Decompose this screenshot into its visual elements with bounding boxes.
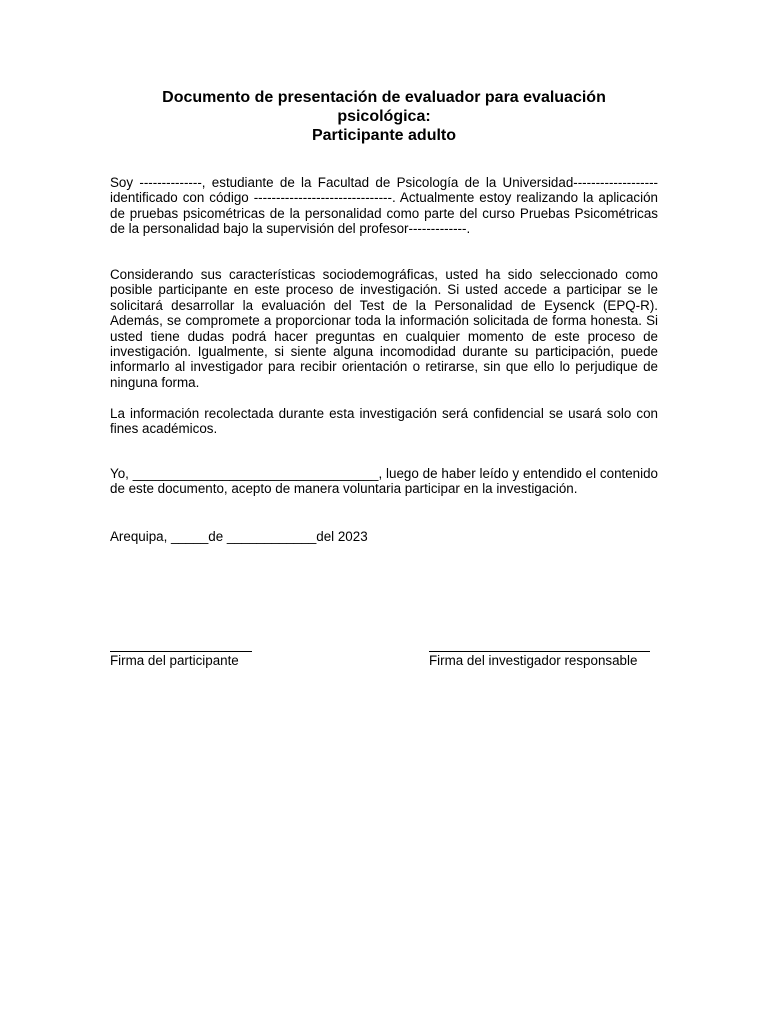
investigator-signature-label: Firma del investigador responsable <box>429 653 638 668</box>
participant-signature-line <box>110 651 252 652</box>
date-line: Arequipa, _____de ____________del 2023 <box>110 529 368 544</box>
title-line-3: Participante adulto <box>311 127 457 144</box>
participant-signature-label: Firma del participante <box>110 653 239 668</box>
investigator-signature-line <box>429 651 650 652</box>
intro-paragraph: Soy --------------, estudiante de la Facultad de Psicología de la Universidad------------------- identificado con código -------------------------------. Actualmente estoy realizando la aplicación de pruebas psicométricas de la personalidad como parte del curso Pruebas Psicométricas de la personalidad bajo la supervisión del profesor-------------. <box>110 175 658 237</box>
title-line-1: Documento de presentación de evaluador para evaluación <box>162 89 606 106</box>
confidentiality-paragraph: La información recolectada durante esta investigación será confidencial se usará solo con fines académicos. <box>110 406 658 437</box>
selection-paragraph: Considerando sus características sociodemográficas, usted ha sido seleccionado como posible participante en este proceso de investigación. Si usted accede a participar se le solicitará desarrollar la evaluación del Test de la Personalidad de Eysenck (EPQ-R). Además, se compromete a proporcionar toda la información solicitada de forma honesta. Si usted tiene dudas podrá hacer preguntas en cualquier momento de este proceso de investigación. Igualmente, si siente alguna incomodidad durante su participación, puede informarlo al investigador para recibir orientación o retirarse, sin que ello lo perjudique de ninguna forma. <box>110 267 658 390</box>
consent-paragraph: Yo, _________________________________, luego de haber leído y entendido el contenido de este documento, acepto de manera voluntaria participar en la investigación. <box>110 466 658 497</box>
title-line-2: psicológica: <box>337 108 431 125</box>
document-title <box>110 88 658 145</box>
